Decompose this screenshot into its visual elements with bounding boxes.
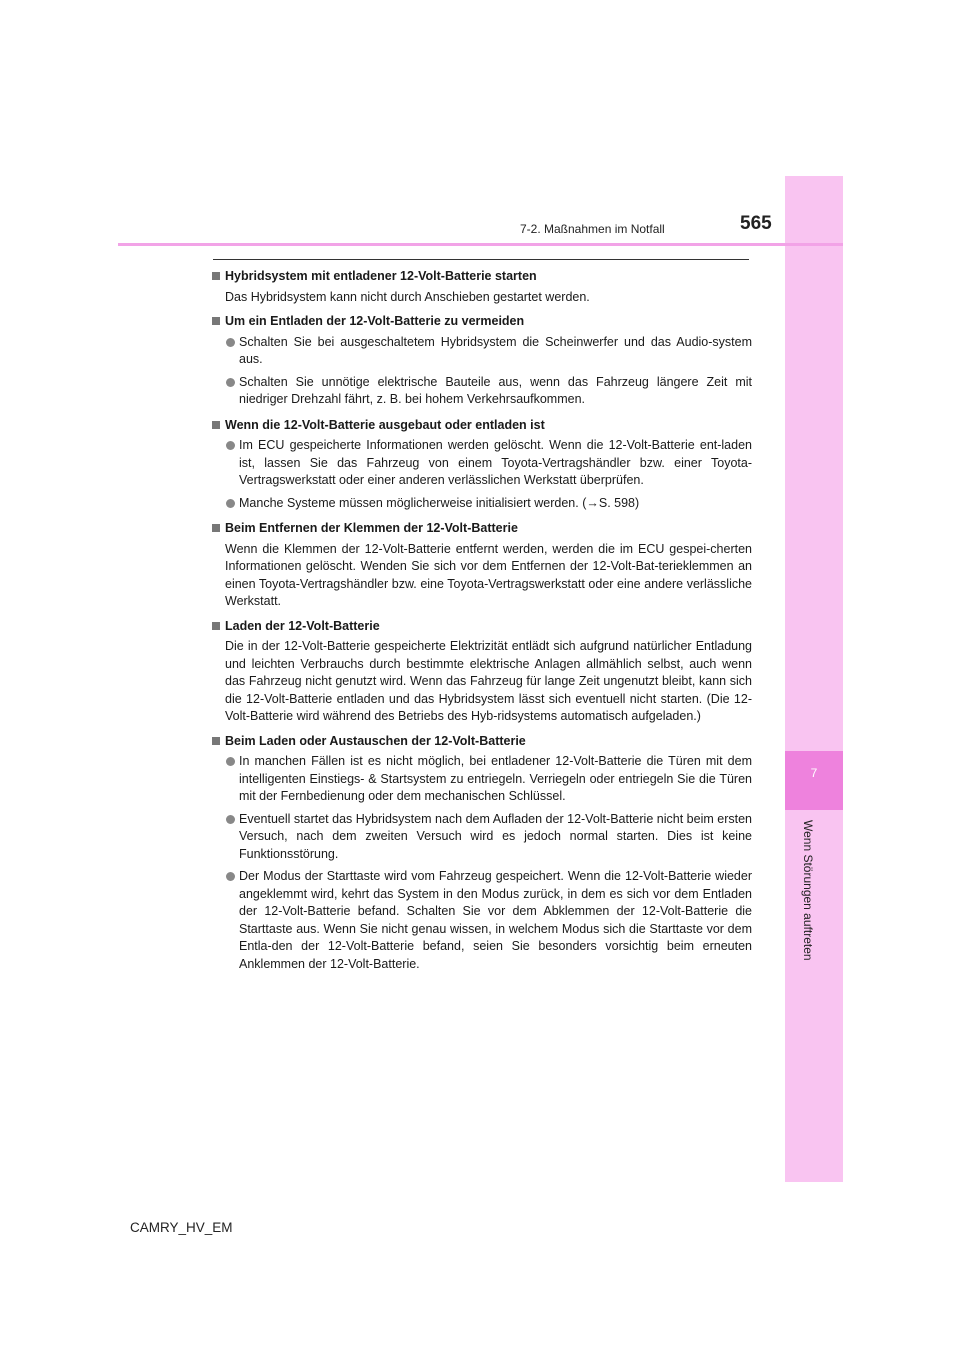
chapter-label: Wenn Störungen auftreten (801, 820, 815, 961)
content-rule (213, 259, 749, 260)
section-title: 7-2. Maßnahmen im Notfall (520, 222, 665, 236)
bullet-item: Der Modus der Starttaste wird vom Fahrzeug gespeichert. Wenn die 12-Volt-Batterie wieder angeklemmt wird, kehrt das System in den Modus zurück, in dem es sich vor dem Entladen der 12-Volt-Batterie befand. Schalten Sie vor dem Abklemmen der 12-Volt-Batterie die Starttaste aus. Wenn Sie nicht genau wissen, in welchem Modus sich die Starttaste vor dem Entla-den der 12-Volt-Batterie befand, seien Sie besonders vorsichtig beim erneuten Anklemmen der 12-Volt-Batterie. (225, 868, 752, 973)
bullet-item: In manchen Fällen ist es nicht möglich, bei entladener 12-Volt-Batterie die Türen mit dem intelligenten Einstiegs- & Startsystem zu entriegeln. Verriegeln oder entriegeln Sie die Türen mit der Fernbedienung oder dem mechanischen Schlüssel. (225, 753, 752, 806)
bullet-item: Manche Systeme müssen möglicherweise initialisiert werden. (→S. 598) (225, 495, 752, 513)
section-heading: Hybridsystem mit entladener 12-Volt-Batterie starten (211, 268, 752, 286)
page-number: 565 (740, 213, 772, 234)
bullet-item: Schalten Sie bei ausgeschaltetem Hybridsystem die Scheinwerfer und das Audio-system aus. (225, 334, 752, 369)
chapter-tab (785, 751, 843, 810)
document-code: CAMRY_HV_EM (130, 1220, 233, 1235)
section-heading: Beim Laden oder Austauschen der 12-Volt-Batterie (211, 733, 752, 751)
section-heading: Beim Entfernen der Klemmen der 12-Volt-Batterie (211, 520, 752, 538)
content-body (211, 268, 752, 978)
section-heading: Wenn die 12-Volt-Batterie ausgebaut oder entladen ist (211, 417, 752, 435)
section-paragraph: Wenn die Klemmen der 12-Volt-Batterie entfernt werden, werden die im ECU gespei-cherten Informationen gelöscht. Wenden Sie sich vor dem Entfernen der 12-Volt-Bat-terieklemmen an einen Toyota-Vertragshändler bzw. eine Toyota-Vertragswerkstatt oder eine andere verlässliche Werkstatt. (225, 541, 752, 608)
bullet-item: Schalten Sie unnötige elektrische Bauteile aus, wenn das Fahrzeug längere Zeit mit niedriger Drehzahl fährt, z. B. bei hohem Verkehrsaufkommen. (225, 374, 752, 409)
bullet-item: Eventuell startet das Hybridsystem nach dem Aufladen der 12-Volt-Batterie nicht beim ersten Versuch, nach dem zweiten Versuch wird es jedoch normal starten. Dies ist keine Funktionsstörung. (225, 811, 752, 864)
section-paragraph: Die in der 12-Volt-Batterie gespeicherte Elektrizität entlädt sich aufgrund natürlicher Entladung und leichten Verbrauchs durch bestimmte elektrische Anlagen allmählich selbst, auch wenn das Fahrzeug nicht genutzt wird. Wenn das Fahrzeug für lange Zeit ungenutzt bleibt, kann sich die 12-Volt-Batterie entladen und das Hybridsystem lässt sich eventuell nicht starten. (Die 12-Volt-Batterie wird während des Betriebs des Hyb-ridsystems automatisch aufgeladen.) (225, 639, 752, 723)
chapter-number: 7 (810, 766, 818, 780)
chapter-sidebar (785, 176, 843, 1182)
section-heading: Laden der 12-Volt-Batterie (211, 618, 752, 636)
bullet-item: Im ECU gespeicherte Informationen werden gelöscht. Wenn die 12-Volt-Batterie ent-laden ist, lassen Sie das Fahrzeug von einem Toyota-Vertragshändler bzw. einer Toyota-Vertragswerkstatt oder einer anderen verlässlichen Werkstatt überprüfen. (225, 437, 752, 490)
section-heading: Um ein Entladen der 12-Volt-Batterie zu vermeiden (211, 313, 752, 331)
section-paragraph: Das Hybridsystem kann nicht durch Anschieben gestartet werden. (225, 289, 590, 304)
header-rule (118, 243, 843, 246)
